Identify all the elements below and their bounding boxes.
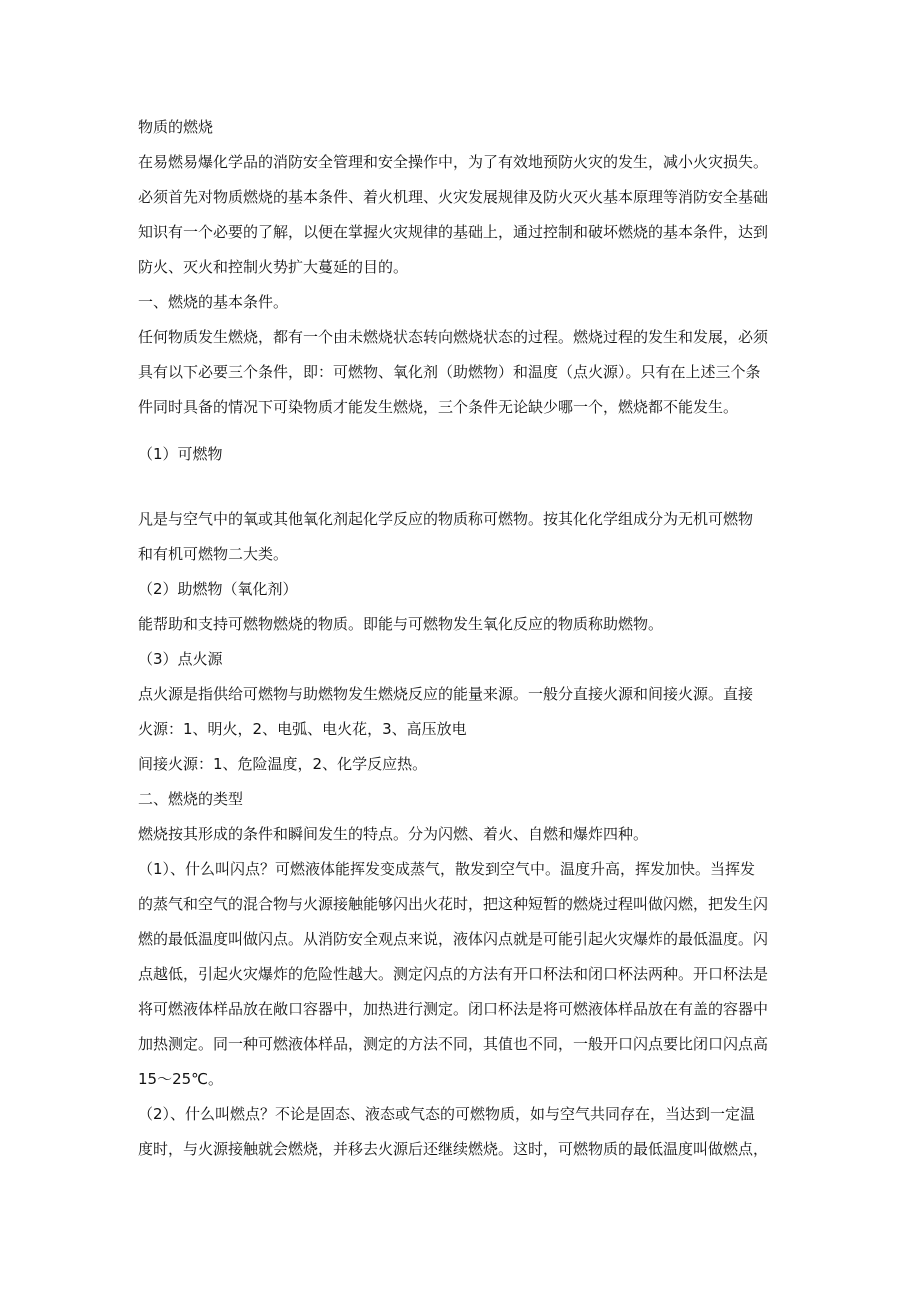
paragraph-line: （2）、什么叫燃点？不论是固态、液态或气态的可燃物质，如与空气共同存在，当达到一定温 xyxy=(138,1105,756,1123)
paragraph-line: 点火源是指供给可燃物与助燃物发生燃烧反应的能量来源。一般分直接火源和间接火源。直接 xyxy=(138,685,754,703)
paragraph-line: 任何物质发生燃烧，都有一个由未燃烧状态转向燃烧状态的过程。燃烧过程的发生和发展，必须 xyxy=(138,328,769,346)
paragraph-line: 具有以下必要三个条件，即：可燃物、氧化剂（助燃物）和温度（点火源）。只有在上述三个条 xyxy=(138,363,761,381)
paragraph-line: 凡是与空气中的氧或其他氧化剂起化学反应的物质称可燃物。按其化化学组成分为无机可燃物 xyxy=(138,510,754,528)
spacer xyxy=(138,425,798,437)
paragraph-line: 将可燃液体样品放在敞口容器中，加热进行测定。闭口杯法是将可燃液体样品放在有盖的容器中 xyxy=(138,1000,769,1018)
document-title: 物质的燃烧 xyxy=(138,118,214,136)
intro-line: 知识有一个必要的了解，以便在掌握火灾规律的基础上，通过控制和破坏燃烧的基本条件，达到 xyxy=(138,223,769,241)
section-heading-conditions: 一、燃烧的基本条件。 xyxy=(138,293,289,311)
paragraph-line: 间接火源：1、危险温度，2、化学反应热。 xyxy=(138,755,428,773)
paragraph-line: 点越低，引起火灾爆炸的危险性越大。测定闪点的方法有开口杯法和闭口杯法两种。开口杯法是 xyxy=(138,965,769,983)
intro-paragraph xyxy=(138,145,798,285)
paragraph-line: 的蒸气和空气的混合物与火源接触能够闪出火花时，把这种短暂的燃烧过程叫做闪燃，把发生闪 xyxy=(138,895,769,913)
ignition-paragraph xyxy=(138,677,798,782)
spacer xyxy=(138,472,798,502)
paragraph-line: 火源：1、明火，2、电弧、电火花，3、高压放电 xyxy=(138,720,467,738)
subheading-oxidizer: （2）助燃物（氧化剂） xyxy=(138,580,298,598)
paragraph-line: 加热测定。同一种可燃液体样品，测定的方法不同，其值也不同，一般开口闪点要比闭口闪点高 xyxy=(138,1035,769,1053)
intro-line: 防火、灭火和控制火势扩大蔓延的目的。 xyxy=(138,258,409,276)
subheading-combustible: （1）可燃物 xyxy=(138,445,223,463)
paragraph-line: 和有机可燃物二大类。 xyxy=(138,545,289,563)
flash-point-paragraph xyxy=(138,852,798,1097)
conditions-paragraph xyxy=(138,320,798,425)
ignition-point-paragraph xyxy=(138,1097,798,1167)
section-heading-types: 二、燃烧的类型 xyxy=(138,790,244,808)
document-body xyxy=(138,110,798,1167)
paragraph-line: （1）、什么叫闪点？可燃液体能挥发变成蒸气，散发到空气中。温度升高，挥发加快。当挥发 xyxy=(138,860,756,878)
intro-line: 必须首先对物质燃烧的基本条件、着火机理、火灾发展规律及防火灭火基本原理等消防安全基础 xyxy=(138,188,769,206)
paragraph-line: 燃烧按其形成的条件和瞬间发生的特点。分为闪燃、着火、自燃和爆炸四种。 xyxy=(138,825,649,843)
paragraph-line: 燃的最低温度叫做闪点。从消防安全观点来说，液体闪点就是可能引起火灾爆炸的最低温度。闪 xyxy=(138,930,769,948)
paragraph-line: 件同时具备的情况下可染物质才能发生燃烧，三个条件无论缺少哪一个，燃烧都不能发生。 xyxy=(138,398,739,416)
paragraph-line: 15～25℃。 xyxy=(138,1070,224,1088)
subheading-ignition-source: （3）点火源 xyxy=(138,650,223,668)
combustible-paragraph xyxy=(138,502,798,572)
paragraph-line: 能帮助和支持可燃物燃烧的物质。即能与可燃物发生氧化反应的物质称助燃物。 xyxy=(138,615,664,633)
intro-line: 在易燃易爆化学品的消防安全管理和安全操作中，为了有效地预防火灾的发生，减小火灾损失。 xyxy=(138,153,769,171)
paragraph-line: 度时，与火源接触就会燃烧，并移去火源后还继续燃烧。这时，可燃物质的最低温度叫做燃点， xyxy=(138,1140,769,1158)
